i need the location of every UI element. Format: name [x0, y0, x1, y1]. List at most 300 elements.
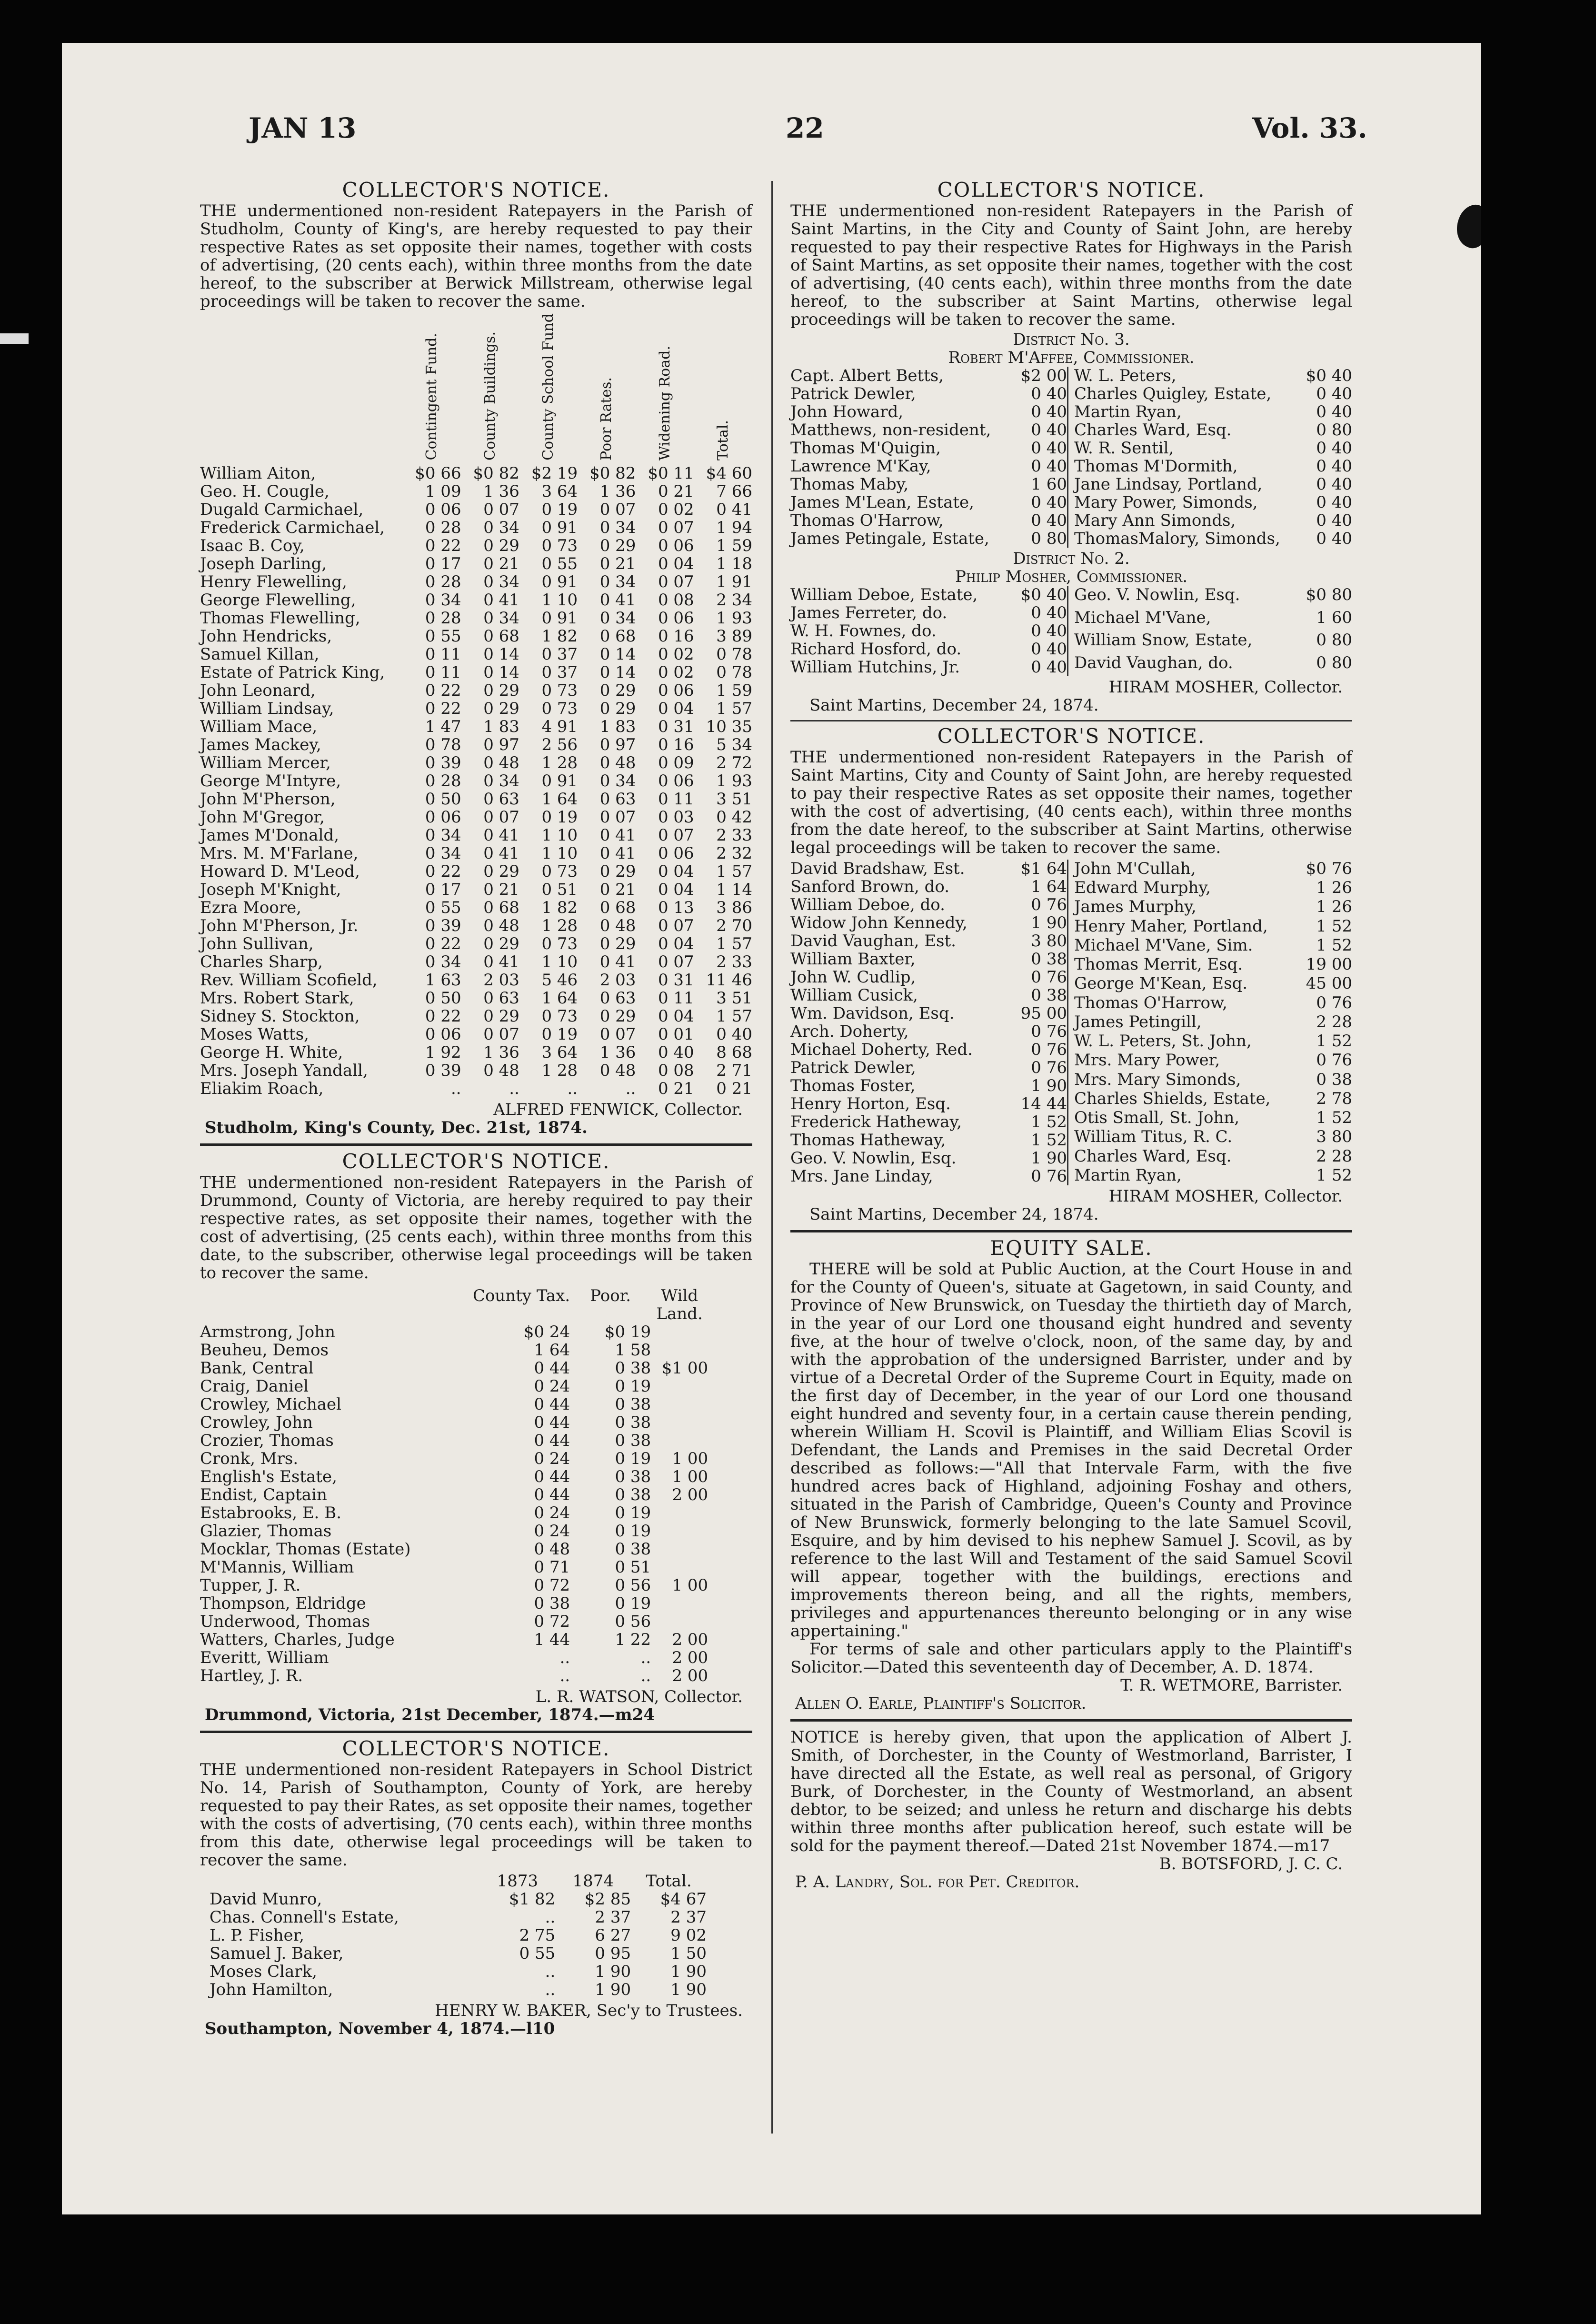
- table-row: [1074, 1051, 1352, 1070]
- ratepayer-name: Henry Horton, Esq.: [790, 1094, 951, 1113]
- drummond-rate-table: [200, 1287, 708, 1685]
- rate-value: 3 64: [541, 1042, 578, 1062]
- ratepayer-name: Estabrooks, E. B.: [200, 1503, 342, 1523]
- rate-value: 0 19: [615, 1449, 651, 1468]
- rate-value: [651, 1432, 708, 1450]
- notice-dateline: Southampton, November 4, 1874.—l10: [205, 2019, 555, 2038]
- page-number: 22: [786, 112, 824, 144]
- rate-value: 1 28: [541, 753, 578, 772]
- rate-value: 1 00: [672, 1467, 708, 1486]
- table-row: [200, 1613, 708, 1631]
- rate-value: 0 55: [425, 898, 461, 917]
- rate-value: $1 82: [509, 1889, 556, 1909]
- scan-edge-mark: [0, 333, 29, 344]
- absent-debtor-notice: [790, 1728, 1352, 1891]
- rate-value: 1 57: [716, 934, 752, 953]
- ratepayer-name: Craig, Daniel: [200, 1376, 309, 1396]
- rate-value: 0 07: [483, 807, 519, 827]
- ratepayer-name: Martin Ryan,: [1074, 1165, 1182, 1185]
- table-row: [790, 457, 1068, 475]
- ratepayer-name: W. R. Sentil,: [1074, 439, 1174, 458]
- rate-value: 0 29: [483, 934, 519, 953]
- table-row: [200, 1062, 752, 1080]
- rate-value: 2 72: [716, 753, 752, 772]
- rate-value: 1 18: [716, 554, 752, 573]
- judge-signature: B. BOTSFORD, J. C. C.: [1159, 1854, 1343, 1873]
- rate-value: 0 21: [483, 554, 519, 573]
- rate-value: $0 80: [1306, 585, 1352, 604]
- rate-value: 1 10: [541, 590, 578, 610]
- table-row: [200, 935, 752, 953]
- rate-value: 0 40: [1031, 621, 1067, 641]
- table-row: [200, 844, 752, 862]
- rate-value: 0 40: [1316, 439, 1352, 458]
- name-header: [209, 1872, 479, 1890]
- rate-value: $0 82: [473, 463, 519, 483]
- rate-value: 0 76: [1031, 895, 1067, 914]
- rate-value: 0 73: [541, 934, 578, 953]
- rate-value: 1 90: [1031, 1149, 1067, 1168]
- rate-value: $0 40: [1306, 366, 1352, 385]
- rate-value: 8 68: [716, 1042, 752, 1062]
- right-ratepayer-table: [1074, 860, 1352, 1185]
- ratepayer-name: George M'Kean, Esq.: [1074, 974, 1248, 993]
- ratepayer-name: Mocklar, Thomas (Estate): [200, 1539, 411, 1559]
- rate-value: 2 33: [716, 825, 752, 845]
- rate-value: 0 34: [483, 518, 519, 537]
- rate-value: ..: [545, 1980, 556, 1999]
- rate-value: $2 19: [531, 463, 578, 483]
- ratepayer-name: Charles Ward, Esq.: [1074, 421, 1232, 440]
- name-header: [200, 313, 403, 464]
- rate-value: 2 00: [672, 1630, 708, 1649]
- rate-value: 1 36: [599, 1042, 636, 1062]
- rate-value: 0 07: [599, 500, 636, 519]
- rate-value: 0 68: [483, 626, 519, 646]
- rate-value: ..: [545, 1907, 556, 1927]
- table-row: [200, 1341, 708, 1359]
- district-heading: District No. 3.: [1013, 330, 1130, 349]
- table-row: [200, 971, 752, 989]
- rate-value: 0 29: [599, 536, 636, 555]
- table-row: [200, 862, 752, 881]
- ratepayer-name: W. L. Peters,: [1074, 366, 1177, 385]
- rate-value: 0 40: [1031, 658, 1067, 677]
- rate-value: 4 91: [541, 717, 578, 736]
- rate-value: 0 34: [425, 825, 461, 845]
- rate-value: 0 24: [534, 1376, 570, 1396]
- rate-value: 0 06: [658, 843, 694, 863]
- rate-value: 1 52: [1316, 935, 1352, 955]
- rate-value: 0 55: [425, 626, 461, 646]
- rate-value: 0 44: [534, 1394, 570, 1414]
- rate-value: 3 80: [1316, 1127, 1352, 1147]
- ratepayer-name: George H. White,: [200, 1042, 343, 1062]
- ratepayer-name: John Howard,: [790, 402, 904, 421]
- ratepayer-name: John Hendricks,: [200, 626, 332, 646]
- ratepayer-name: Widow John Kennedy,: [790, 913, 968, 932]
- rate-value: 1 94: [716, 518, 752, 537]
- ratepayer-name: John Hamilton,: [209, 1980, 333, 1999]
- table-row: [200, 645, 752, 663]
- rate-value: 2 71: [716, 1061, 752, 1080]
- table-row: [200, 1522, 708, 1540]
- table-row: [790, 1095, 1068, 1113]
- rate-value: 0 95: [595, 1943, 631, 1963]
- rate-value: 2 00: [672, 1485, 708, 1504]
- rate-value: 0 40: [1316, 511, 1352, 530]
- rate-value: $0 11: [648, 463, 694, 483]
- rate-value: 2 28: [1316, 1012, 1352, 1032]
- rate-value: 1 90: [1031, 913, 1067, 932]
- rate-value: 0 34: [599, 771, 636, 791]
- ratepayer-name: Sidney S. Stockton,: [200, 1006, 360, 1026]
- rate-value: 0 73: [541, 699, 578, 718]
- ratepayer-name: Mrs. Robert Stark,: [200, 988, 354, 1008]
- rate-value: 0 21: [716, 1079, 752, 1098]
- ratepayer-name: James Murphy,: [1074, 897, 1197, 917]
- left-ratepayer-table: [790, 860, 1068, 1185]
- rate-value: ..: [451, 1079, 461, 1098]
- commissioner-line: Robert M'Affee, Commissioner.: [948, 348, 1195, 367]
- rate-value: 0 68: [599, 626, 636, 646]
- notice-body: THE undermentioned non-resident Ratepayers in School District No. 14, Parish of Southampton, County of York, are hereby requested to pay their Rates, as set opposite their names, together with the costs of advertising, (70 cents each), within three months from this date, otherwise legal proceedings will be taken to recover the same.: [200, 1760, 752, 1870]
- table-row: [790, 658, 1068, 676]
- rate-value: 1 52: [1316, 1032, 1352, 1051]
- rate-value: 0 40: [716, 1024, 752, 1044]
- rate-value: 1 90: [595, 1962, 631, 1981]
- southampton-rate-table: [209, 1872, 707, 1999]
- ratepayer-name: Edward Murphy,: [1074, 878, 1211, 898]
- rate-value: 0 06: [658, 536, 694, 555]
- rate-value: 1 10: [541, 825, 578, 845]
- table-row: [1074, 511, 1352, 530]
- rate-value: 0 07: [658, 825, 694, 845]
- rate-value: 0 41: [599, 590, 636, 610]
- rate-value: 0 28: [425, 608, 461, 628]
- rate-value: 2 78: [1316, 1089, 1352, 1108]
- rate-value: 1 90: [1031, 1076, 1067, 1095]
- rate-value: 0 56: [615, 1575, 651, 1595]
- rate-value: $1 64: [1020, 859, 1067, 878]
- ratepayer-name: M'Mannis, William: [200, 1557, 354, 1577]
- rate-value: 0 48: [483, 753, 519, 772]
- rate-value: 0 40: [1031, 439, 1067, 458]
- rate-value: [651, 1341, 708, 1359]
- table-row: [790, 530, 1068, 548]
- rate-value: 0 08: [658, 590, 694, 610]
- rate-value: 0 73: [541, 536, 578, 555]
- ratepayer-name: Isaac B. Coy,: [200, 536, 305, 555]
- rate-value: 1 28: [541, 1061, 578, 1080]
- table-row: [200, 627, 752, 645]
- rate-value: 0 11: [425, 662, 461, 682]
- table-row: [790, 475, 1068, 493]
- rate-value: 0 80: [1316, 653, 1352, 672]
- rate-value: 0 04: [658, 880, 694, 899]
- notice-title: COLLECTOR'S NOTICE.: [937, 178, 1206, 201]
- table-row: [1074, 936, 1352, 955]
- newspaper-page: [62, 43, 1481, 2214]
- rate-value: 0 38: [615, 1467, 651, 1486]
- notice-dateline: Studholm, King's County, Dec. 21st, 1874.: [205, 1118, 588, 1137]
- section-rule: [200, 1143, 752, 1146]
- table-row: [1074, 879, 1352, 898]
- column-header: Poor.: [590, 1286, 631, 1305]
- rate-value: 0 40: [658, 1042, 694, 1062]
- ratepayer-lists: [790, 860, 1352, 1185]
- ratepayer-name: William Lindsay,: [200, 699, 334, 718]
- rate-value: 0 40: [1316, 529, 1352, 548]
- rate-value: 0 63: [599, 789, 636, 809]
- rate-value: 0 40: [1031, 421, 1067, 440]
- section-rule: [200, 1731, 752, 1733]
- rate-value: 0 19: [541, 807, 578, 827]
- ratepayer-name: English's Estate,: [200, 1467, 337, 1486]
- rate-value: [651, 1594, 708, 1613]
- table-row: [1074, 609, 1352, 631]
- equity-sale-notice: [790, 1236, 1352, 1713]
- rate-value: 0 68: [599, 898, 636, 917]
- drummond-notice: [200, 1149, 752, 1724]
- table-row: [790, 878, 1068, 896]
- rate-value: 0 34: [425, 590, 461, 610]
- rate-value: 0 14: [599, 644, 636, 664]
- rate-value: 0 14: [483, 662, 519, 682]
- rate-value: $2 00: [1020, 366, 1067, 385]
- ratepayer-name: Jane Lindsay, Portland,: [1074, 475, 1263, 494]
- rate-value: [651, 1395, 708, 1413]
- ratepayer-name: Howard D. M'Leod,: [200, 861, 360, 881]
- rate-value: 0 16: [658, 626, 694, 646]
- rate-value: 9 02: [670, 1925, 707, 1945]
- rate-value: 3 51: [716, 789, 752, 809]
- rate-value: 0 73: [541, 681, 578, 700]
- rate-value: 0 41: [483, 843, 519, 863]
- rate-value: 1 52: [1031, 1112, 1067, 1132]
- table-row: [209, 1981, 707, 1999]
- rate-value: 0 19: [615, 1593, 651, 1613]
- rate-value: 0 29: [483, 699, 519, 718]
- table-row: [200, 1432, 708, 1450]
- column-divider: [771, 181, 773, 2134]
- rate-value: 0 68: [483, 898, 519, 917]
- rate-value: 0 39: [425, 753, 461, 772]
- rate-value: 0 34: [483, 608, 519, 628]
- rate-value: 0 41: [483, 825, 519, 845]
- ratepayer-name: John Sullivan,: [200, 934, 314, 953]
- ratepayer-name: Glazier, Thomas: [200, 1521, 332, 1541]
- rate-value: 0 04: [658, 699, 694, 718]
- ratepayer-name: David Vaughan, do.: [1074, 653, 1233, 672]
- ratepayer-name: Samuel J. Baker,: [209, 1943, 344, 1963]
- rate-value: 5 46: [541, 970, 578, 990]
- notice-body: NOTICE is hereby given, that upon the application of Albert J. Smith, of Dorchester, in the County of Westmorland, Barrister, I have directed all the Estate, as well real as personal, of Grigory Burk, of Dorchester, in the County of Westmorland, an absent debtor, to be seized; and unless he return and discharge his debts within three months after publication hereof, such estate will be sold for the payment thereof.—Dated 21st November 1874.—m17: [790, 1728, 1352, 1855]
- left-column: [200, 178, 752, 2038]
- rate-value: 2 03: [483, 970, 519, 990]
- ratepayer-name: William Hutchins, Jr.: [790, 658, 960, 677]
- rate-value: 0 38: [615, 1394, 651, 1414]
- table-row: [1074, 631, 1352, 654]
- rate-value: 1 64: [541, 789, 578, 809]
- rate-value: 0 21: [658, 481, 694, 501]
- rate-value: 0 40: [1031, 603, 1067, 622]
- table-row: [790, 403, 1068, 421]
- table-row: [1074, 1090, 1352, 1109]
- rate-value: 0 07: [599, 1024, 636, 1044]
- district-heading: District No. 2.: [1013, 549, 1130, 568]
- rate-value: 0 91: [541, 518, 578, 537]
- rate-value: 0 07: [658, 572, 694, 591]
- rate-value: ..: [567, 1079, 578, 1098]
- column-header: Wild Land.: [656, 1286, 703, 1323]
- table-row: [1074, 1109, 1352, 1128]
- rate-value: 0 76: [1031, 1022, 1067, 1041]
- ratepayer-name: Patrick Dewler,: [790, 1058, 916, 1077]
- rate-value: 2 37: [670, 1907, 707, 1927]
- table-row: [200, 917, 752, 935]
- table-row: [200, 772, 752, 790]
- table-row: [200, 1468, 708, 1486]
- rate-value: 0 29: [483, 1006, 519, 1026]
- solicitor-line: Allen O. Earle, Plaintiff's Solicitor.: [795, 1694, 1087, 1713]
- rate-value: 0 29: [483, 536, 519, 555]
- rate-value: 0 37: [541, 644, 578, 664]
- table-row: [1074, 530, 1352, 548]
- ratepayer-name: Samuel Killan,: [200, 644, 319, 664]
- notice-dateline: Saint Martins, December 24, 1874.: [809, 696, 1099, 715]
- ratepayer-name: Otis Small, St. John,: [1074, 1108, 1240, 1128]
- ratepayer-name: John M'Cullah,: [1074, 859, 1196, 878]
- ratepayer-name: Arch. Doherty,: [790, 1022, 909, 1041]
- notice-body: THE undermentioned non-resident Ratepayers in the Parish of Saint Martins, in the City and County of Saint John, are hereby requested to pay their respective Rates for Highways in the Parish of Saint Martins, as set opposite their names, together with the cost of advertising, (40 cents each), within three months from the date hereof, to the subscriber at Saint Martins, otherwise legal proceedings will be taken to recover the same.: [790, 201, 1352, 329]
- table-row: [200, 1025, 752, 1043]
- table-row: [209, 1944, 707, 1963]
- district-3-lists: [790, 367, 1352, 548]
- rate-value: 0 09: [658, 753, 694, 772]
- rate-value: 45 00: [1306, 974, 1352, 993]
- table-row: [200, 1395, 708, 1413]
- notice-title: COLLECTOR'S NOTICE.: [937, 724, 1206, 748]
- rate-value: 0 11: [425, 644, 461, 664]
- rate-value: 0 02: [658, 662, 694, 682]
- rate-value: 0 29: [599, 681, 636, 700]
- rate-value: [651, 1558, 708, 1576]
- rate-value: 0 76: [1316, 1051, 1352, 1070]
- ratepayer-name: David Munro,: [209, 1889, 322, 1909]
- table-row: [200, 754, 752, 772]
- table-row: [200, 1377, 708, 1395]
- rate-value: 0 80: [1316, 631, 1352, 650]
- rate-value: 1 57: [716, 699, 752, 718]
- notice-body: THE undermentioned non-resident Ratepayers in the Parish of Saint Martins, City and County of Saint John, are hereby requested to pay their respective Rates as set opposite their names, together with the cost of advertising, (40 cents each), within three months from the date hereof, to the subscriber at Saint Martins, otherwise legal proceedings will be taken to recover the same.: [790, 748, 1352, 857]
- ratepayer-name: William Cusick,: [790, 986, 918, 1005]
- table-row: [1074, 1128, 1352, 1147]
- rate-value: 1 64: [534, 1340, 570, 1360]
- table-row: [1074, 994, 1352, 1013]
- table-row: [200, 482, 752, 501]
- rate-value: 2 28: [1316, 1146, 1352, 1166]
- rate-value: 0 29: [599, 934, 636, 953]
- rate-value: 0 48: [534, 1539, 570, 1559]
- table-row: [790, 1167, 1068, 1185]
- table-row: [200, 1450, 708, 1468]
- rate-value: 0 34: [483, 771, 519, 791]
- rate-value: 0 21: [483, 880, 519, 899]
- volume-number: Vol. 33.: [1252, 112, 1367, 144]
- table-row: [790, 896, 1068, 914]
- table-row: [200, 1323, 708, 1341]
- rate-value: 1 52: [1316, 1108, 1352, 1128]
- rate-value: 0 22: [425, 1006, 461, 1026]
- rate-value: 0 34: [599, 608, 636, 628]
- rate-value: 0 28: [425, 572, 461, 591]
- table-row: [200, 1576, 708, 1594]
- column-header: Widening Road.: [656, 345, 673, 461]
- rate-value: $4 67: [660, 1889, 707, 1909]
- table-row: [200, 808, 752, 826]
- table-row: [790, 986, 1068, 1004]
- name-header: [200, 1287, 473, 1323]
- rate-value: 1 59: [716, 681, 752, 700]
- table-row: [1074, 403, 1352, 421]
- rate-value: 0 40: [1031, 402, 1067, 421]
- notice-dateline: Drummond, Victoria, 21st December, 1874.—m24: [205, 1705, 655, 1724]
- rate-value: 0 91: [541, 771, 578, 791]
- table-row: [1074, 1032, 1352, 1051]
- rate-value: 0 38: [1316, 1070, 1352, 1089]
- ratepayer-name: Bank, Central: [200, 1358, 314, 1378]
- ratepayer-name: Thomas Maby,: [790, 475, 909, 494]
- rate-value: 0 48: [483, 916, 519, 935]
- rate-value: 0 19: [541, 1024, 578, 1044]
- table-row: [790, 1022, 1068, 1041]
- rate-value: 0 80: [1316, 421, 1352, 440]
- table-row: [1074, 917, 1352, 936]
- rate-value: 0 11: [658, 988, 694, 1008]
- notice-title: EQUITY SALE.: [990, 1236, 1153, 1260]
- rate-value: 3 80: [1031, 932, 1067, 951]
- rate-value: 1 00: [672, 1449, 708, 1468]
- ratepayer-name: Moses Clark,: [209, 1962, 317, 1981]
- ratepayer-name: Michael M'Vane, Sim.: [1074, 935, 1253, 955]
- notice-title: COLLECTOR'S NOTICE.: [342, 1736, 610, 1760]
- table-row: [1074, 421, 1352, 439]
- ratepayer-name: John W. Cudlip,: [790, 968, 916, 987]
- rate-value: 0 40: [1316, 493, 1352, 512]
- rate-value: 0 13: [658, 898, 694, 917]
- rate-value: 1 36: [483, 1042, 519, 1062]
- rate-value: 1 82: [541, 898, 578, 917]
- rate-value: 1 83: [599, 717, 636, 736]
- rate-value: 0 06: [658, 608, 694, 628]
- table-row: [790, 511, 1068, 530]
- rate-value: 1 92: [425, 1042, 461, 1062]
- rate-value: 2 00: [672, 1648, 708, 1667]
- ratepayer-name: Frederick Hatheway,: [790, 1112, 962, 1132]
- rate-value: 0 08: [658, 1061, 694, 1080]
- notice-title: COLLECTOR'S NOTICE.: [342, 1149, 610, 1173]
- rate-value: 0 39: [425, 1061, 461, 1080]
- ratepayer-name: Patrick Dewler,: [790, 384, 916, 403]
- rate-value: 0 04: [658, 554, 694, 573]
- rate-value: 0 41: [599, 843, 636, 863]
- ratepayer-name: Crozier, Thomas: [200, 1431, 334, 1450]
- ratepayer-name: David Vaughan, Est.: [790, 932, 956, 951]
- rate-value: 0 37: [541, 662, 578, 682]
- rate-value: $2 85: [584, 1889, 631, 1909]
- rate-value: 0 31: [658, 717, 694, 736]
